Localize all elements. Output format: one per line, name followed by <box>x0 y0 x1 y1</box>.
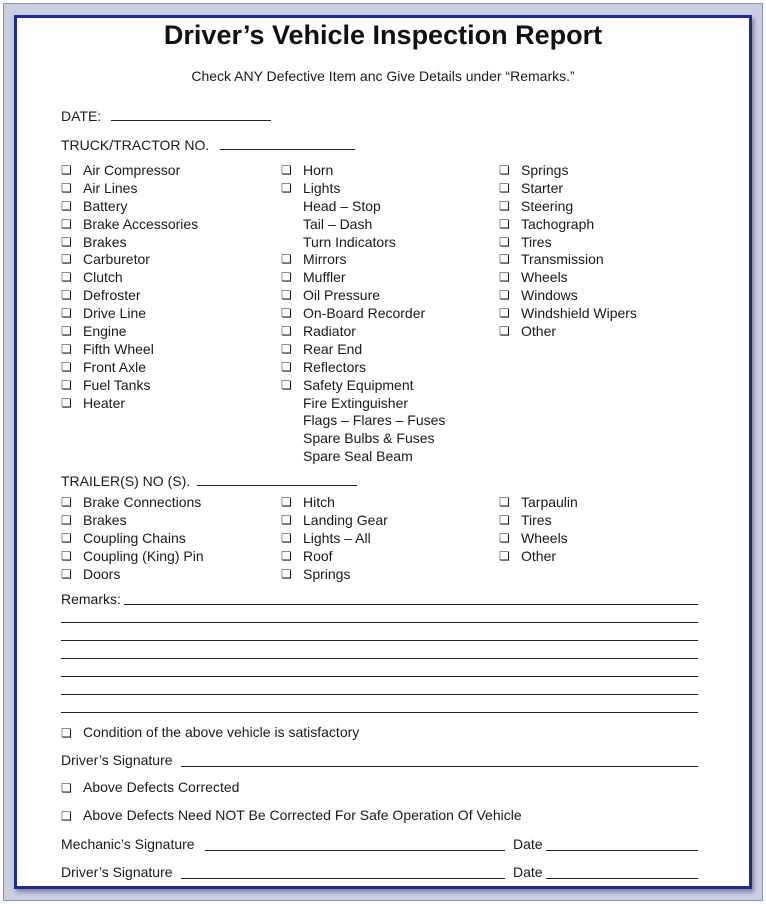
remarks-line[interactable] <box>61 622 698 623</box>
defects-not-corrected-label: Above Defects Need NOT Be Corrected For Safe Operation Of Vehicle <box>83 807 522 823</box>
checklist-item-label: Springs <box>303 565 351 582</box>
checklist-item-label: Front Axle <box>83 358 147 375</box>
checklist-item[interactable] <box>61 304 281 322</box>
checklist-subitem <box>281 411 501 429</box>
checklist-item-label: Muffler <box>303 269 346 286</box>
checklist-item[interactable] <box>61 511 281 529</box>
checklist-item[interactable] <box>61 565 281 583</box>
checkbox-icon[interactable]: ❏ <box>499 512 510 527</box>
checkbox-icon[interactable]: ❏ <box>281 566 292 581</box>
checklist-subitem <box>281 215 501 233</box>
checkbox-icon[interactable]: ❏ <box>499 180 510 195</box>
form-instructions: Check ANY Defective Item anc Give Details under “Remarks.” <box>191 68 575 84</box>
checklist-item[interactable] <box>281 250 501 268</box>
checkbox-icon[interactable]: ❏ <box>281 306 292 321</box>
checklist-item-label: Reflectors <box>303 358 367 375</box>
checklist-item-label: Safety Equipment <box>303 376 414 393</box>
checklist-item-label: On-Board Recorder <box>303 305 426 322</box>
checkbox-icon[interactable]: ❏ <box>281 341 292 356</box>
checklist-item-label: Fire Extinguisher <box>303 394 409 411</box>
checkbox-icon[interactable]: ❏ <box>499 252 510 267</box>
checklist-item-label: Spare Bulbs & Fuses <box>303 430 435 447</box>
checklist-subitem <box>281 394 501 412</box>
checklist-item-label: Coupling (King) Pin <box>83 547 204 564</box>
checkbox-icon[interactable]: ❏ <box>281 530 292 545</box>
checklist-item-label: Starter <box>521 179 564 196</box>
driver-date-label: Date <box>513 864 543 880</box>
checklist-item[interactable] <box>281 547 501 565</box>
remarks-line[interactable] <box>61 676 698 677</box>
checklist-item[interactable] <box>61 547 281 565</box>
checklist-item-label: Battery <box>83 197 128 214</box>
remarks-line[interactable] <box>61 658 698 659</box>
checklist-subitem <box>281 447 501 465</box>
checklist-item[interactable] <box>61 286 281 304</box>
checkbox-icon[interactable]: ❏ <box>61 180 72 195</box>
checklist-item[interactable] <box>499 304 719 322</box>
checkbox-icon[interactable]: ❏ <box>61 512 72 527</box>
truck-checklist-col2 <box>281 161 501 465</box>
checkbox-icon[interactable]: ❏ <box>61 288 72 303</box>
checklist-item[interactable] <box>61 233 281 251</box>
checklist-item-label: Windshield Wipers <box>521 305 637 322</box>
checkbox-icon[interactable]: ❏ <box>61 198 72 213</box>
driver-date-line[interactable] <box>546 878 698 879</box>
checklist-item-label: Brake Accessories <box>83 215 199 232</box>
checkbox-icon[interactable]: ❏ <box>499 198 510 213</box>
checklist-item[interactable] <box>499 322 719 340</box>
checklist-item-label: Radiator <box>303 323 356 340</box>
checkbox-icon[interactable]: ❏ <box>281 512 292 527</box>
checkbox-icon[interactable]: ❏ <box>61 566 72 581</box>
checkbox-icon[interactable]: ❏ <box>61 252 72 267</box>
checkbox-icon[interactable]: ❏ <box>61 377 72 392</box>
trailer-checklist-col1 <box>61 493 281 582</box>
checklist-item[interactable] <box>61 268 281 286</box>
checklist-item-label: Hitch <box>303 494 335 510</box>
condition-satisfactory-label: Condition of the above vehicle is satisfactory <box>83 724 360 740</box>
checklist-item-label: Doors <box>83 565 121 582</box>
checklist-item-label: Horn <box>303 162 334 178</box>
checklist-item-label: Tail – Dash <box>303 215 373 232</box>
driver-signature-line[interactable] <box>181 766 698 767</box>
checklist-subitem <box>281 233 501 251</box>
checklist-item-label: Turn Indicators <box>303 233 396 250</box>
checkbox-icon[interactable]: ❏ <box>61 809 72 823</box>
mechanic-date-label: Date <box>513 836 543 852</box>
checkbox-icon[interactable]: ❏ <box>499 324 510 339</box>
checklist-item-label: Clutch <box>83 269 123 286</box>
checklist-item-label: Landing Gear <box>303 511 388 528</box>
checkbox-icon[interactable]: ❏ <box>61 341 72 356</box>
checklist-item-label: Fuel Tanks <box>83 376 151 393</box>
checklist-item-label: Rear End <box>303 340 363 357</box>
checkbox-icon[interactable]: ❏ <box>281 324 292 339</box>
checklist-item[interactable] <box>281 268 501 286</box>
checklist-item[interactable] <box>281 511 501 529</box>
checklist-item[interactable] <box>61 340 281 358</box>
checkbox-icon[interactable]: ❏ <box>499 270 510 285</box>
checklist-item-label: Brake Connections <box>83 494 202 510</box>
checklist-item[interactable] <box>61 394 281 412</box>
checklist-item-label: Coupling Chains <box>83 529 186 546</box>
checkbox-icon[interactable]: ❏ <box>281 180 292 195</box>
checklist-subitem <box>281 429 501 447</box>
trailer-number-line[interactable] <box>197 473 357 486</box>
checkbox-icon[interactable]: ❏ <box>61 781 72 795</box>
checklist-item[interactable] <box>281 286 501 304</box>
checklist-item-label: Heater <box>83 394 126 411</box>
checklist-item[interactable] <box>61 215 281 233</box>
checkbox-icon[interactable]: ❏ <box>61 359 72 374</box>
checklist-item[interactable] <box>61 376 281 394</box>
checklist-item[interactable] <box>281 376 501 394</box>
defects-not-corrected-option[interactable] <box>61 807 522 823</box>
mechanic-signature-line[interactable] <box>205 850 505 851</box>
remarks-line[interactable] <box>61 712 698 713</box>
checklist-item[interactable] <box>499 286 719 304</box>
checkbox-icon[interactable]: ❏ <box>61 216 72 231</box>
checklist-item[interactable] <box>499 161 719 179</box>
checkbox-icon[interactable]: ❏ <box>281 163 292 177</box>
checklist-item-label: Air Lines <box>83 179 138 196</box>
truck-number-label: TRUCK/TRACTOR NO. <box>61 137 210 153</box>
checklist-item-label: Tires <box>521 511 552 528</box>
checklist-item[interactable] <box>61 179 281 197</box>
checkbox-icon[interactable]: ❏ <box>61 548 72 563</box>
checklist-item-label: Spare Seal Beam <box>303 448 413 465</box>
checkbox-icon[interactable]: ❏ <box>61 270 72 285</box>
remarks-line[interactable] <box>124 604 698 605</box>
checklist-item-label: Fifth Wheel <box>83 340 154 357</box>
checklist-item[interactable] <box>499 511 719 529</box>
date-label: DATE: <box>61 108 102 124</box>
driver-signature-label: Driver’s Signature <box>61 752 173 768</box>
checklist-item[interactable] <box>499 493 719 511</box>
checklist-item-label: Transmission <box>521 251 604 268</box>
checklist-item-label: Other <box>521 547 557 564</box>
defects-corrected-option[interactable] <box>61 779 239 795</box>
checklist-item[interactable] <box>499 215 719 233</box>
checklist-item-label: Springs <box>521 162 569 178</box>
checkbox-icon[interactable]: ❏ <box>61 324 72 339</box>
checklist-item[interactable] <box>61 529 281 547</box>
checkbox-icon[interactable]: ❏ <box>61 530 72 545</box>
checklist-item-label: Flags – Flares – Fuses <box>303 412 446 429</box>
checklist-item[interactable] <box>61 250 281 268</box>
driver-signature-label-2: Driver’s Signature <box>61 864 173 880</box>
checkbox-icon[interactable]: ❏ <box>61 306 72 321</box>
date-line[interactable] <box>111 108 271 121</box>
checklist-item[interactable] <box>499 250 719 268</box>
checklist-item-label: Roof <box>303 547 333 564</box>
checkbox-icon[interactable]: ❏ <box>61 495 72 509</box>
checklist-item-label: Mirrors <box>303 251 347 268</box>
checkbox-icon[interactable]: ❏ <box>499 216 510 231</box>
condition-satisfactory-option[interactable] <box>61 724 359 740</box>
checklist-item-label: Carburetor <box>83 251 150 268</box>
checklist-item[interactable] <box>499 529 719 547</box>
remarks-label: Remarks: <box>61 591 121 607</box>
checkbox-icon[interactable]: ❏ <box>281 495 292 509</box>
checkbox-icon[interactable]: ❏ <box>499 163 510 177</box>
checkbox-icon[interactable]: ❏ <box>61 234 72 249</box>
checklist-item-label: Tarpaulin <box>521 494 578 510</box>
checklist-item[interactable] <box>499 547 719 565</box>
checklist-item-label: Tachograph <box>521 215 595 232</box>
checklist-item[interactable] <box>281 358 501 376</box>
checklist-item-label: Other <box>521 323 557 340</box>
trailer-number-label: TRAILER(S) NO (S). <box>61 473 191 489</box>
checklist-item[interactable] <box>281 322 501 340</box>
checklist-item-label: Oil Pressure <box>303 287 381 304</box>
checklist-item[interactable] <box>499 268 719 286</box>
checklist-item[interactable] <box>281 179 501 197</box>
checkbox-icon[interactable]: ❏ <box>281 270 292 285</box>
checkbox-icon[interactable]: ❏ <box>499 495 510 509</box>
checklist-item-label: Lights – All <box>303 529 371 546</box>
checklist-item[interactable] <box>281 529 501 547</box>
truck-number-field[interactable] <box>61 137 355 153</box>
trailer-number-field[interactable] <box>61 473 357 489</box>
form-title: Driver’s Vehicle Inspection Report <box>163 20 603 50</box>
checklist-item[interactable] <box>499 197 719 215</box>
checklist-item[interactable] <box>61 197 281 215</box>
date-field[interactable] <box>61 108 271 124</box>
checkbox-icon[interactable]: ❏ <box>499 306 510 321</box>
checklist-item-label: Steering <box>521 197 574 214</box>
truck-checklist-col3 <box>499 161 719 340</box>
checkbox-icon[interactable]: ❏ <box>281 252 292 267</box>
checklist-item[interactable] <box>281 340 501 358</box>
checklist-item-label: Air Compressor <box>83 162 181 178</box>
checkbox-icon[interactable]: ❏ <box>499 530 510 545</box>
remarks-line[interactable] <box>61 694 698 695</box>
checklist-item-label: Windows <box>521 287 578 304</box>
truck-checklist-col1 <box>61 161 281 411</box>
checklist-item[interactable] <box>61 161 281 179</box>
checklist-item-label: Brakes <box>83 511 127 528</box>
truck-number-line[interactable] <box>220 137 355 150</box>
checklist-item[interactable] <box>499 179 719 197</box>
remarks-line[interactable] <box>61 640 698 641</box>
checkbox-icon[interactable]: ❏ <box>499 234 510 249</box>
checkbox-icon[interactable]: ❏ <box>281 377 292 392</box>
checkbox-icon[interactable]: ❏ <box>499 288 510 303</box>
driver-signature-line-2[interactable] <box>181 878 505 879</box>
checklist-subitem <box>281 197 501 215</box>
checklist-item[interactable] <box>281 565 501 583</box>
defects-corrected-label: Above Defects Corrected <box>83 779 240 795</box>
mechanic-date-line[interactable] <box>546 850 698 851</box>
checkbox-icon[interactable]: ❏ <box>499 548 510 563</box>
checklist-item[interactable] <box>61 493 281 511</box>
checklist-item[interactable] <box>281 161 501 179</box>
checkbox-icon[interactable]: ❏ <box>281 359 292 374</box>
checklist-item-label: Brakes <box>83 233 127 250</box>
checklist-item[interactable] <box>281 304 501 322</box>
checkbox-icon[interactable]: ❏ <box>281 288 292 303</box>
checklist-item[interactable] <box>61 322 281 340</box>
checklist-item[interactable] <box>499 233 719 251</box>
checklist-item[interactable] <box>61 358 281 376</box>
checklist-item-label: Lights <box>303 179 341 196</box>
checklist-item-label: Drive Line <box>83 305 147 322</box>
checklist-item-label: Head – Stop <box>303 197 381 214</box>
mechanic-signature-label: Mechanic’s Signature <box>61 836 195 852</box>
checklist-item-label: Wheels <box>521 269 568 286</box>
checklist-item-label: Engine <box>83 323 127 340</box>
checklist-item-label: Wheels <box>521 529 568 546</box>
checklist-item[interactable] <box>281 493 501 511</box>
checklist-item-label: Tires <box>521 233 552 250</box>
trailer-checklist-col2 <box>281 493 501 582</box>
checkbox-icon[interactable]: ❏ <box>61 163 72 177</box>
trailer-checklist-col3 <box>499 493 719 565</box>
checkbox-icon[interactable]: ❏ <box>281 548 292 563</box>
checkbox-icon[interactable]: ❏ <box>61 395 72 410</box>
checkbox-icon[interactable]: ❏ <box>61 726 72 740</box>
checklist-item-label: Defroster <box>83 287 141 304</box>
